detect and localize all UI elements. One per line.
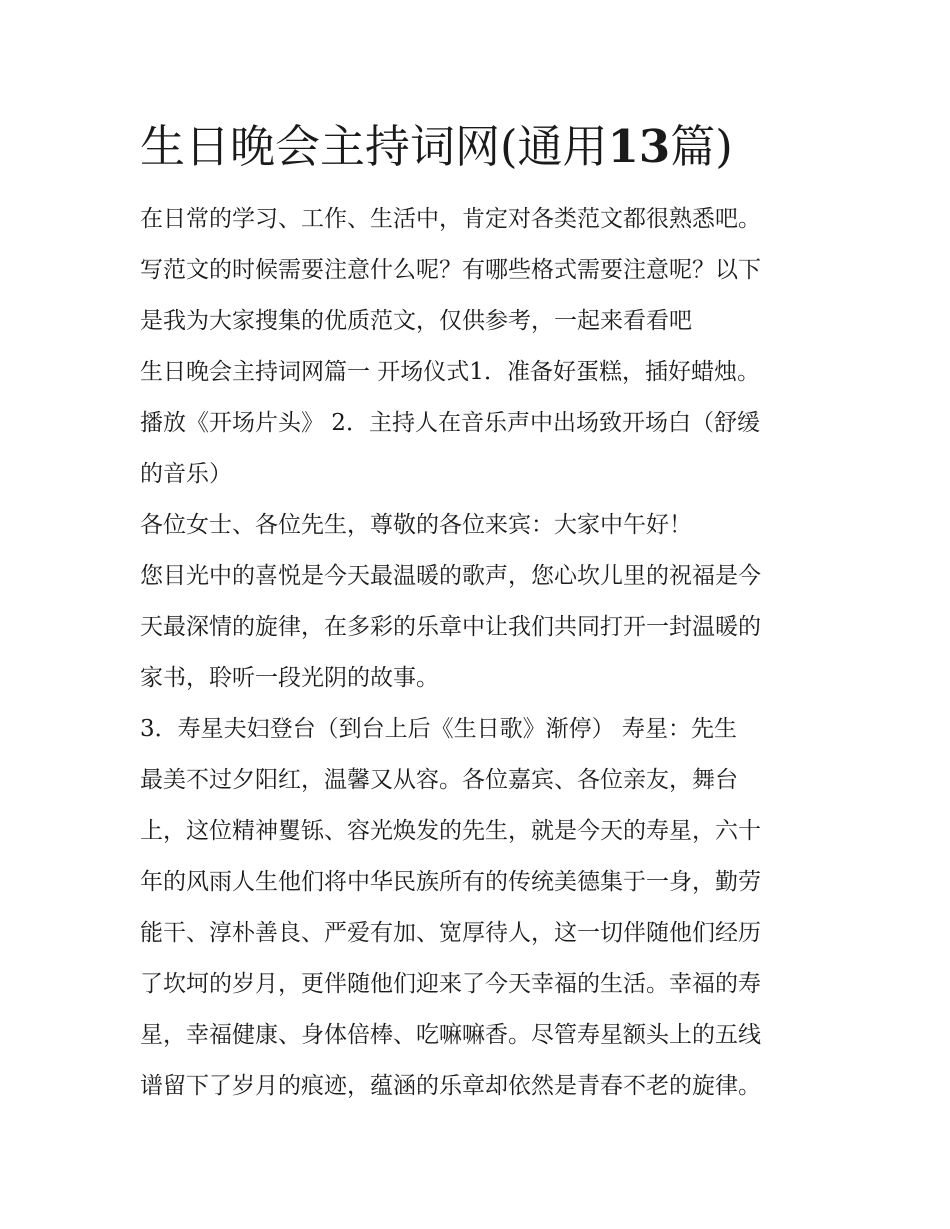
body-line: 的音乐） xyxy=(140,461,232,487)
body-line: 家书，聆听一段光阴的故事。 xyxy=(140,665,439,691)
body-line: 各位女士、各位先生，尊敬的各位来宾：大家中午好！ xyxy=(140,512,692,538)
body-line: 播放《开场片头》 2．主持人在音乐声中出场致开场白（舒缓 xyxy=(140,410,760,436)
body-line: 能干、淳朴善良、严爱有加、宽厚待人，这一切伴随他们经历 xyxy=(140,920,761,946)
document-body xyxy=(140,194,820,1112)
body-line: 了坎坷的岁月，更伴随他们迎来了今天幸福的生活。幸福的寿 xyxy=(140,971,761,997)
body-line: 生日晚会主持词网篇一 开场仪式1．准备好蛋糕，插好蜡烛。 xyxy=(140,359,760,385)
body-line: 天最深情的旋律，在多彩的乐章中让我们共同打开一封温暖的 xyxy=(140,614,761,640)
body-line: 星，幸福健康、身体倍棒、吃嘛嘛香。尽管寿星额头上的五线 xyxy=(140,1022,761,1048)
body-line: 上，这位精神矍铄、容光焕发的先生，就是今天的寿星，六十 xyxy=(140,818,761,844)
document-title xyxy=(140,112,733,182)
body-line: 最美不过夕阳红，温馨又从容。各位嘉宾、各位亲友，舞台 xyxy=(140,767,738,793)
body-line: 是我为大家搜集的优质范文，仅供参考，一起来看看吧 xyxy=(140,308,692,334)
body-line: 写范文的时候需要注意什么呢？有哪些格式需要注意呢？以下 xyxy=(140,257,761,283)
title-number: 13 xyxy=(607,120,671,173)
body-line: 年的风雨人生他们将中华民族所有的传统美德集于一身，勤劳 xyxy=(140,869,761,895)
title-suffix: 篇) xyxy=(670,120,733,173)
body-line: 3．寿星夫妇登台（到台上后《生日歌》渐停） 寿星：先生 xyxy=(140,716,737,742)
body-line: 谱留下了岁月的痕迹，蕴涵的乐章却依然是青春不老的旋律。 xyxy=(140,1073,761,1099)
body-line: 您目光中的喜悦是今天最温暖的歌声，您心坎儿里的祝福是今 xyxy=(140,563,761,589)
body-line: 在日常的学习、工作、生活中，肯定对各类范文都很熟悉吧。 xyxy=(140,206,761,232)
title-prefix: 生日晚会主持词网(通用 xyxy=(140,120,608,173)
